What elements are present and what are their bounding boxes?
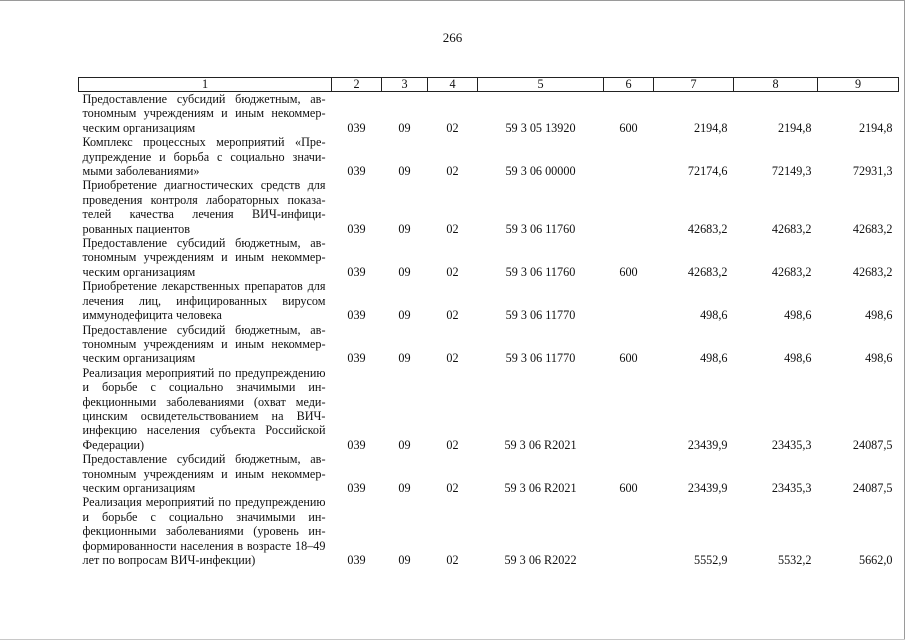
ministry-code: 039 (347, 164, 366, 179)
expense-type-code: 600 (619, 351, 638, 366)
ministry-code: 039 (347, 221, 366, 236)
amount-col-9: 24087,5 (852, 480, 893, 495)
ministry-code: 039 (347, 120, 366, 135)
header-row (79, 78, 899, 92)
column-header-8: 8 (734, 78, 818, 92)
expense-type-code (604, 495, 654, 567)
amount-col-9: 498,6 (865, 351, 893, 366)
amount-col-7: 72174,6 (687, 164, 728, 179)
column-header-9: 9 (818, 78, 899, 92)
budget-table (78, 77, 899, 567)
amount-col-8: 498,6 (784, 351, 812, 366)
column-header-7: 7 (654, 78, 734, 92)
page-border-top (0, 0, 905, 1)
amount-col-9: 42683,2 (852, 264, 893, 279)
amount-col-7: 23439,9 (687, 437, 728, 452)
amount-col-7: 498,6 (700, 351, 728, 366)
amount-col-8: 42683,2 (771, 264, 812, 279)
target-article-code: 59 3 05 13920 (505, 120, 576, 135)
amount-col-8: 2194,8 (777, 120, 812, 135)
section-code: 09 (398, 264, 411, 279)
section-code: 09 (398, 351, 411, 366)
row-name: Реализация мероприятий по предупреждению и борьбе с социально значимыми инфекционными заболеваниями (уровень информированности населения в возрасте 18–49 лет по вопросам ВИЧ-инфекции) (82, 495, 326, 567)
row-name: Приобретение диагностических средств для проведения контроля лабораторных показателей качества лечения ВИЧ-инфицированных пациентов (82, 178, 326, 236)
expense-type-code (604, 366, 654, 452)
table-row (79, 366, 899, 452)
expense-type-code (604, 178, 654, 236)
column-header-1: 1 (79, 78, 332, 92)
amount-col-7: 42683,2 (687, 221, 728, 236)
amount-col-9: 5662,0 (858, 553, 893, 567)
subsection-code: 02 (446, 164, 459, 179)
target-article-code: 59 3 06 11770 (505, 351, 576, 366)
table-header (79, 78, 899, 92)
expense-type-code (604, 135, 654, 178)
subsection-code: 02 (446, 437, 459, 452)
subsection-code: 02 (446, 120, 459, 135)
row-name: Предоставление субсидий бюджетным, автономным учреждениям и иным некоммерческим организациям (82, 322, 326, 366)
table-row (79, 236, 899, 279)
section-code: 09 (398, 553, 411, 567)
amount-col-7: 5552,9 (693, 553, 728, 567)
amount-col-9: 72931,3 (852, 164, 893, 179)
table-body (79, 92, 899, 568)
target-article-code: 59 3 06 11760 (505, 264, 576, 279)
table-row (79, 178, 899, 236)
amount-col-7: 498,6 (700, 308, 728, 323)
column-header-2: 2 (332, 78, 382, 92)
subsection-code: 02 (446, 308, 459, 323)
row-name: Приобретение лекарственных препаратов для лечения лиц, инфицированных вирусом иммунодефицита человека (82, 279, 326, 323)
subsection-code: 02 (446, 553, 459, 567)
expense-type-code: 600 (619, 264, 638, 279)
subsection-code: 02 (446, 351, 459, 366)
amount-col-9: 2194,8 (858, 120, 893, 135)
amount-col-8: 23435,3 (771, 437, 812, 452)
amount-col-7: 42683,2 (687, 264, 728, 279)
target-article-code: 59 3 06 00000 (505, 164, 576, 179)
column-header-6: 6 (604, 78, 654, 92)
row-name: Предоставление субсидий бюджетным, автономным учреждениям и иным некоммерческим организациям (82, 236, 326, 279)
table-row (79, 135, 899, 178)
amount-col-8: 23435,3 (771, 480, 812, 495)
section-code: 09 (398, 480, 411, 495)
section-code: 09 (398, 120, 411, 135)
page-number: 266 (442, 30, 463, 45)
amount-col-8: 72149,3 (771, 164, 812, 179)
subsection-code: 02 (446, 480, 459, 495)
column-header-4: 4 (428, 78, 478, 92)
table-row (79, 279, 899, 322)
target-article-code: 59 3 06 R2021 (504, 480, 577, 495)
row-name: Предоставление субсидий бюджетным, автономным учреждениям и иным некоммерческим организациям (82, 452, 326, 495)
amount-col-9: 42683,2 (852, 221, 893, 236)
expense-type-code (604, 279, 654, 322)
table-row (79, 323, 899, 366)
ministry-code: 039 (347, 264, 366, 279)
target-article-code: 59 3 06 11760 (505, 221, 576, 236)
amount-col-7: 23439,9 (687, 480, 728, 495)
amount-col-9: 498,6 (865, 308, 893, 323)
column-header-5: 5 (478, 78, 604, 92)
ministry-code: 039 (347, 553, 366, 567)
target-article-code: 59 3 06 R2022 (504, 553, 577, 567)
amount-col-8: 42683,2 (771, 221, 812, 236)
column-header-3: 3 (382, 78, 428, 92)
subsection-code: 02 (446, 264, 459, 279)
ministry-code: 039 (347, 351, 366, 366)
ministry-code: 039 (347, 308, 366, 323)
row-name: Реализация мероприятий по предупреждению и борьбе с социально значимыми инфекционными заболеваниями (охват медицинским освидетельствованием на ВИЧ-инфекцию населения субъекта Российской Федерации) (82, 365, 326, 452)
section-code: 09 (398, 221, 411, 236)
ministry-code: 039 (347, 437, 366, 452)
row-name: Комплекс процессных мероприятий «Предупреждение и борьба с социально значимыми заболеваниями» (82, 135, 326, 179)
table-row (79, 495, 899, 567)
amount-col-8: 498,6 (784, 308, 812, 323)
row-name: Предоставление субсидий бюджетным, автономным учреждениям и иным некоммерческим организациям (82, 92, 326, 135)
section-code: 09 (398, 437, 411, 452)
target-article-code: 59 3 06 11770 (505, 308, 576, 323)
ministry-code: 039 (347, 480, 366, 495)
expense-type-code: 600 (619, 120, 638, 135)
subsection-code: 02 (446, 221, 459, 236)
expense-type-code: 600 (619, 480, 638, 495)
section-code: 09 (398, 164, 411, 179)
section-code: 09 (398, 308, 411, 323)
amount-col-8: 5532,2 (777, 553, 812, 567)
table-row (79, 92, 899, 136)
table-row (79, 452, 899, 495)
amount-col-7: 2194,8 (693, 120, 728, 135)
amount-col-9: 24087,5 (852, 437, 893, 452)
target-article-code: 59 3 06 R2021 (504, 437, 577, 452)
